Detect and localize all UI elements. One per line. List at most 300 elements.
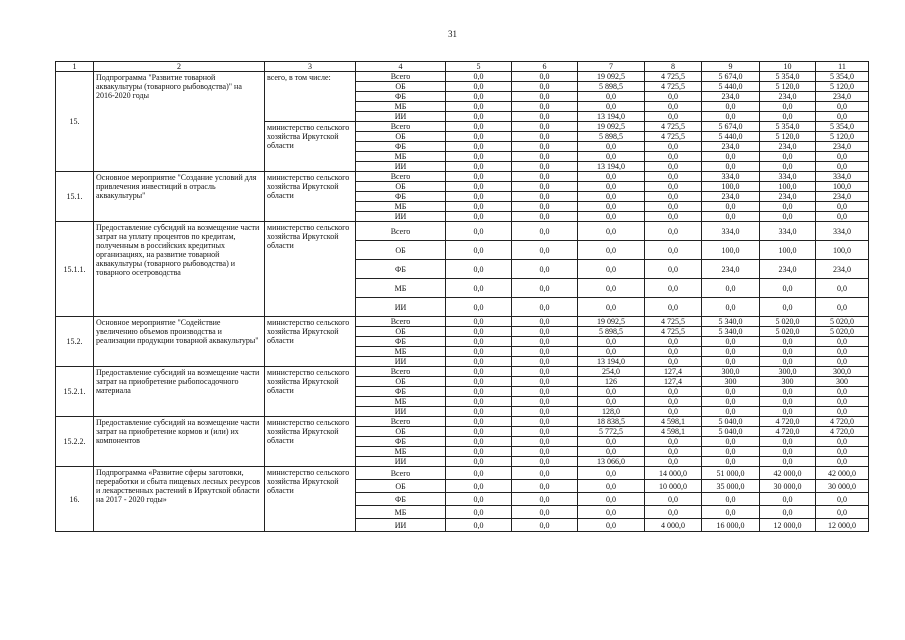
- column-number-11: 11: [816, 62, 869, 72]
- amount-cell: 0,0: [578, 279, 645, 298]
- row-number: 15.: [56, 72, 94, 172]
- amount-cell: 0,0: [512, 417, 578, 427]
- amount-cell: 234,0: [702, 260, 760, 279]
- amount-cell: 4 725,5: [645, 122, 702, 132]
- budget-table: [55, 61, 869, 532]
- amount-cell: 5 674,0: [702, 122, 760, 132]
- amount-cell: 0,0: [816, 397, 869, 407]
- amount-cell: 5 772,5: [578, 427, 645, 437]
- table-row: [56, 467, 869, 480]
- amount-cell: 0,0: [512, 260, 578, 279]
- amount-cell: 0,0: [578, 241, 645, 260]
- amount-cell: 0,0: [816, 298, 869, 317]
- column-number-4: 4: [356, 62, 446, 72]
- row-title: Подпрограмма «Развитие сферы заготовки, переработки и сбыта пищевых лесных ресурсов и лекарственных растений в Иркутской области на 2017 - 2020 годы»: [94, 467, 265, 532]
- amount-cell: 0,0: [512, 192, 578, 202]
- amount-cell: 334,0: [816, 222, 869, 241]
- amount-cell: 0,0: [645, 397, 702, 407]
- amount-cell: 0,0: [760, 397, 816, 407]
- executor-label: министерство сельского хозяйства Иркутской области: [265, 172, 356, 222]
- amount-cell: 0,0: [645, 182, 702, 192]
- amount-cell: 0,0: [645, 172, 702, 182]
- amount-cell: 100,0: [816, 182, 869, 192]
- amount-cell: 4 720,0: [816, 417, 869, 427]
- amount-cell: 0,0: [816, 162, 869, 172]
- amount-cell: 100,0: [702, 182, 760, 192]
- amount-cell: 0,0: [446, 347, 512, 357]
- amount-cell: 0,0: [702, 447, 760, 457]
- amount-cell: 0,0: [578, 192, 645, 202]
- amount-cell: 13 194,0: [578, 112, 645, 122]
- amount-cell: 0,0: [512, 327, 578, 337]
- amount-cell: 0,0: [578, 142, 645, 152]
- funding-source: ИИ: [356, 357, 446, 367]
- row-number: 15.2.2.: [56, 417, 94, 467]
- row-title: Предоставление субсидий на возмещение части затрат на уплату процентов по кредитам, полученным в российских кредитных организациях, на развитие товарной аквакультуры (товарного рыбоводства) и товарного осетроводства: [94, 222, 265, 317]
- amount-cell: 0,0: [816, 387, 869, 397]
- row-title: Предоставление субсидий на возмещение части затрат на приобретение рыбопосадочного материала: [94, 367, 265, 417]
- amount-cell: 12 000,0: [816, 519, 869, 532]
- amount-cell: 0,0: [512, 212, 578, 222]
- amount-cell: 128,0: [578, 407, 645, 417]
- amount-cell: 234,0: [816, 92, 869, 102]
- amount-cell: 0,0: [446, 437, 512, 447]
- amount-cell: 5 440,0: [702, 82, 760, 92]
- column-number-8: 8: [645, 62, 702, 72]
- amount-cell: 0,0: [816, 212, 869, 222]
- amount-cell: 0,0: [702, 162, 760, 172]
- amount-cell: 0,0: [446, 279, 512, 298]
- amount-cell: 0,0: [578, 467, 645, 480]
- amount-cell: 0,0: [578, 152, 645, 162]
- funding-source: МБ: [356, 506, 446, 519]
- executor-label: министерство сельского хозяйства Иркутской области: [265, 222, 356, 317]
- table-row: [56, 72, 869, 82]
- amount-cell: 0,0: [645, 241, 702, 260]
- amount-cell: 0,0: [446, 447, 512, 457]
- funding-source: Всего: [356, 467, 446, 480]
- executor-label: министерство сельского хозяйства Иркутской области: [265, 417, 356, 467]
- funding-source: ОБ: [356, 427, 446, 437]
- amount-cell: 334,0: [702, 222, 760, 241]
- amount-cell: 334,0: [816, 172, 869, 182]
- amount-cell: 0,0: [578, 222, 645, 241]
- amount-cell: 0,0: [512, 142, 578, 152]
- amount-cell: 0,0: [760, 387, 816, 397]
- funding-source: Всего: [356, 222, 446, 241]
- amount-cell: 0,0: [446, 142, 512, 152]
- executor-label: министерство сельского хозяйства Иркутской области: [265, 317, 356, 367]
- amount-cell: 0,0: [446, 493, 512, 506]
- amount-cell: 5 354,0: [816, 72, 869, 82]
- amount-cell: 0,0: [702, 202, 760, 212]
- amount-cell: 0,0: [578, 519, 645, 532]
- funding-source: Всего: [356, 417, 446, 427]
- column-number-7: 7: [578, 62, 645, 72]
- amount-cell: 0,0: [512, 222, 578, 241]
- amount-cell: 0,0: [760, 298, 816, 317]
- amount-cell: 234,0: [760, 92, 816, 102]
- amount-cell: 0,0: [578, 298, 645, 317]
- amount-cell: 234,0: [702, 92, 760, 102]
- amount-cell: 0,0: [512, 347, 578, 357]
- amount-cell: 5 120,0: [816, 132, 869, 142]
- funding-source: ИИ: [356, 519, 446, 532]
- amount-cell: 0,0: [512, 480, 578, 493]
- amount-cell: 5 354,0: [760, 122, 816, 132]
- page-number: 31: [448, 29, 457, 39]
- funding-source: ФБ: [356, 260, 446, 279]
- amount-cell: 300,0: [816, 367, 869, 377]
- column-number-6: 6: [512, 62, 578, 72]
- amount-cell: 0,0: [816, 457, 869, 467]
- amount-cell: 5 040,0: [702, 417, 760, 427]
- funding-source: МБ: [356, 447, 446, 457]
- amount-cell: 0,0: [446, 519, 512, 532]
- amount-cell: 0,0: [702, 457, 760, 467]
- amount-cell: 0,0: [760, 506, 816, 519]
- amount-cell: 0,0: [760, 102, 816, 112]
- row-number: 16.: [56, 467, 94, 532]
- amount-cell: 5 040,0: [702, 427, 760, 437]
- amount-cell: 0,0: [578, 212, 645, 222]
- amount-cell: 13 066,0: [578, 457, 645, 467]
- executor-label: министерство сельского хозяйства Иркутской области: [265, 467, 356, 532]
- amount-cell: 5 020,0: [760, 327, 816, 337]
- amount-cell: 0,0: [760, 212, 816, 222]
- amount-cell: 0,0: [702, 387, 760, 397]
- amount-cell: 0,0: [645, 92, 702, 102]
- amount-cell: 0,0: [816, 152, 869, 162]
- amount-cell: 35 000,0: [702, 480, 760, 493]
- amount-cell: 0,0: [446, 182, 512, 192]
- funding-source: ИИ: [356, 407, 446, 417]
- column-number-5: 5: [446, 62, 512, 72]
- amount-cell: 0,0: [645, 102, 702, 112]
- amount-cell: 12 000,0: [760, 519, 816, 532]
- amount-cell: 0,0: [512, 387, 578, 397]
- amount-cell: 234,0: [760, 142, 816, 152]
- amount-cell: 0,0: [645, 447, 702, 457]
- amount-cell: 0,0: [645, 407, 702, 417]
- amount-cell: 234,0: [760, 260, 816, 279]
- amount-cell: 0,0: [446, 367, 512, 377]
- amount-cell: 4 598,1: [645, 417, 702, 427]
- amount-cell: 234,0: [816, 192, 869, 202]
- amount-cell: 0,0: [578, 506, 645, 519]
- amount-cell: 0,0: [446, 298, 512, 317]
- amount-cell: 0,0: [578, 493, 645, 506]
- funding-source: ОБ: [356, 132, 446, 142]
- amount-cell: 42 000,0: [816, 467, 869, 480]
- amount-cell: 0,0: [512, 493, 578, 506]
- amount-cell: 100,0: [760, 182, 816, 192]
- amount-cell: 0,0: [816, 407, 869, 417]
- amount-cell: 0,0: [702, 279, 760, 298]
- amount-cell: 0,0: [645, 357, 702, 367]
- amount-cell: 300: [702, 377, 760, 387]
- amount-cell: 0,0: [446, 387, 512, 397]
- amount-cell: 0,0: [512, 467, 578, 480]
- amount-cell: 0,0: [816, 437, 869, 447]
- amount-cell: 30 000,0: [816, 480, 869, 493]
- amount-cell: 0,0: [578, 92, 645, 102]
- amount-cell: 0,0: [446, 202, 512, 212]
- funding-source: ФБ: [356, 92, 446, 102]
- amount-cell: 0,0: [512, 172, 578, 182]
- amount-cell: 0,0: [446, 480, 512, 493]
- amount-cell: 0,0: [512, 202, 578, 212]
- column-number-1: 1: [56, 62, 94, 72]
- amount-cell: 0,0: [816, 279, 869, 298]
- row-title: Основное мероприятие "Содействие увеличению объемов производства и реализации продукции товарной аквакультуры": [94, 317, 265, 367]
- amount-cell: 0,0: [512, 377, 578, 387]
- amount-cell: 5 674,0: [702, 72, 760, 82]
- column-number-3: 3: [265, 62, 356, 72]
- amount-cell: 0,0: [446, 327, 512, 337]
- amount-cell: 30 000,0: [760, 480, 816, 493]
- funding-source: ОБ: [356, 182, 446, 192]
- amount-cell: 0,0: [702, 407, 760, 417]
- funding-source: ИИ: [356, 112, 446, 122]
- executor-label: всего, в том числе:: [265, 72, 356, 122]
- amount-cell: 5 340,0: [702, 327, 760, 337]
- amount-cell: 5 898,5: [578, 327, 645, 337]
- amount-cell: 0,0: [512, 82, 578, 92]
- amount-cell: 0,0: [760, 202, 816, 212]
- amount-cell: 0,0: [512, 457, 578, 467]
- funding-source: ИИ: [356, 298, 446, 317]
- amount-cell: 5 354,0: [760, 72, 816, 82]
- amount-cell: 0,0: [702, 152, 760, 162]
- funding-source: ОБ: [356, 82, 446, 92]
- amount-cell: 0,0: [512, 437, 578, 447]
- amount-cell: 42 000,0: [760, 467, 816, 480]
- amount-cell: 334,0: [760, 222, 816, 241]
- amount-cell: 0,0: [760, 493, 816, 506]
- funding-source: ИИ: [356, 212, 446, 222]
- amount-cell: 300: [816, 377, 869, 387]
- amount-cell: 0,0: [446, 102, 512, 112]
- amount-cell: 0,0: [446, 132, 512, 142]
- amount-cell: 0,0: [512, 519, 578, 532]
- amount-cell: 0,0: [446, 152, 512, 162]
- amount-cell: 126: [578, 377, 645, 387]
- amount-cell: 16 000,0: [702, 519, 760, 532]
- amount-cell: 0,0: [446, 357, 512, 367]
- table-row: [56, 417, 869, 427]
- amount-cell: 100,0: [816, 241, 869, 260]
- funding-source: Всего: [356, 122, 446, 132]
- amount-cell: 0,0: [512, 122, 578, 132]
- amount-cell: 4 598,1: [645, 427, 702, 437]
- row-number: 15.2.1.: [56, 367, 94, 417]
- amount-cell: 0,0: [512, 162, 578, 172]
- funding-source: ОБ: [356, 480, 446, 493]
- amount-cell: 234,0: [816, 142, 869, 152]
- amount-cell: 5 898,5: [578, 82, 645, 92]
- amount-cell: 5 120,0: [816, 82, 869, 92]
- amount-cell: 0,0: [512, 337, 578, 347]
- column-number-2: 2: [94, 62, 265, 72]
- amount-cell: 0,0: [645, 152, 702, 162]
- amount-cell: 0,0: [760, 347, 816, 357]
- amount-cell: 0,0: [512, 92, 578, 102]
- amount-cell: 0,0: [446, 192, 512, 202]
- amount-cell: 0,0: [645, 506, 702, 519]
- amount-cell: 0,0: [512, 112, 578, 122]
- row-title: Предоставление субсидий на возмещение части затрат на приобретение кормов и (или) их компонентов: [94, 417, 265, 467]
- amount-cell: 4 725,5: [645, 82, 702, 92]
- amount-cell: 0,0: [446, 82, 512, 92]
- amount-cell: 0,0: [645, 437, 702, 447]
- amount-cell: 0,0: [578, 260, 645, 279]
- amount-cell: 0,0: [816, 447, 869, 457]
- amount-cell: 0,0: [578, 480, 645, 493]
- amount-cell: 0,0: [512, 298, 578, 317]
- funding-source: ИИ: [356, 457, 446, 467]
- funding-source: ФБ: [356, 493, 446, 506]
- funding-source: ОБ: [356, 327, 446, 337]
- amount-cell: 4 000,0: [645, 519, 702, 532]
- amount-cell: 0,0: [446, 122, 512, 132]
- amount-cell: 0,0: [645, 260, 702, 279]
- row-number: 15.1.1.: [56, 222, 94, 317]
- amount-cell: 4 725,5: [645, 132, 702, 142]
- amount-cell: 0,0: [816, 202, 869, 212]
- amount-cell: 0,0: [446, 377, 512, 387]
- amount-cell: 0,0: [645, 387, 702, 397]
- funding-source: ФБ: [356, 387, 446, 397]
- amount-cell: 0,0: [446, 317, 512, 327]
- amount-cell: 0,0: [446, 260, 512, 279]
- amount-cell: 5 340,0: [702, 317, 760, 327]
- amount-cell: 234,0: [760, 192, 816, 202]
- amount-cell: 19 092,5: [578, 72, 645, 82]
- amount-cell: 0,0: [446, 212, 512, 222]
- amount-cell: 0,0: [645, 142, 702, 152]
- column-number-10: 10: [760, 62, 816, 72]
- amount-cell: 0,0: [760, 337, 816, 347]
- amount-cell: 234,0: [702, 192, 760, 202]
- amount-cell: 0,0: [645, 279, 702, 298]
- amount-cell: 0,0: [645, 493, 702, 506]
- amount-cell: 0,0: [645, 298, 702, 317]
- amount-cell: 0,0: [512, 132, 578, 142]
- amount-cell: 0,0: [816, 337, 869, 347]
- amount-cell: 0,0: [512, 427, 578, 437]
- amount-cell: 0,0: [645, 222, 702, 241]
- amount-cell: 0,0: [645, 212, 702, 222]
- amount-cell: 0,0: [702, 493, 760, 506]
- amount-cell: 0,0: [702, 437, 760, 447]
- amount-cell: 0,0: [760, 437, 816, 447]
- amount-cell: 4 720,0: [760, 427, 816, 437]
- amount-cell: 0,0: [816, 506, 869, 519]
- amount-cell: 5 120,0: [760, 132, 816, 142]
- amount-cell: 0,0: [645, 112, 702, 122]
- amount-cell: 0,0: [760, 357, 816, 367]
- amount-cell: 0,0: [702, 337, 760, 347]
- amount-cell: 0,0: [512, 72, 578, 82]
- amount-cell: 0,0: [702, 347, 760, 357]
- amount-cell: 0,0: [446, 172, 512, 182]
- funding-source: ИИ: [356, 162, 446, 172]
- amount-cell: 0,0: [702, 397, 760, 407]
- amount-cell: 0,0: [512, 357, 578, 367]
- amount-cell: 0,0: [512, 506, 578, 519]
- row-number: 15.2.: [56, 317, 94, 367]
- amount-cell: 0,0: [816, 493, 869, 506]
- amount-cell: 0,0: [578, 202, 645, 212]
- amount-cell: 0,0: [645, 337, 702, 347]
- amount-cell: 0,0: [512, 317, 578, 327]
- amount-cell: 4 720,0: [760, 417, 816, 427]
- table-row: [56, 367, 869, 377]
- amount-cell: 14 000,0: [645, 467, 702, 480]
- amount-cell: 0,0: [512, 241, 578, 260]
- amount-cell: 13 194,0: [578, 357, 645, 367]
- funding-source: МБ: [356, 397, 446, 407]
- amount-cell: 13 194,0: [578, 162, 645, 172]
- amount-cell: 4 725,5: [645, 317, 702, 327]
- amount-cell: 0,0: [446, 467, 512, 480]
- amount-cell: 0,0: [816, 347, 869, 357]
- amount-cell: 0,0: [578, 387, 645, 397]
- amount-cell: 5 354,0: [816, 122, 869, 132]
- amount-cell: 0,0: [816, 357, 869, 367]
- amount-cell: 300,0: [702, 367, 760, 377]
- amount-cell: 0,0: [645, 192, 702, 202]
- amount-cell: 0,0: [760, 457, 816, 467]
- amount-cell: 0,0: [512, 279, 578, 298]
- amount-cell: 18 838,5: [578, 417, 645, 427]
- amount-cell: 0,0: [512, 152, 578, 162]
- amount-cell: 0,0: [512, 367, 578, 377]
- amount-cell: 0,0: [446, 337, 512, 347]
- funding-source: МБ: [356, 202, 446, 212]
- amount-cell: 0,0: [446, 506, 512, 519]
- amount-cell: 5 440,0: [702, 132, 760, 142]
- funding-source: МБ: [356, 347, 446, 357]
- amount-cell: 0,0: [578, 437, 645, 447]
- amount-cell: 4 725,5: [645, 72, 702, 82]
- amount-cell: 0,0: [578, 347, 645, 357]
- amount-cell: 51 000,0: [702, 467, 760, 480]
- amount-cell: 0,0: [446, 241, 512, 260]
- executor-label: министерство сельского хозяйства Иркутской области: [265, 367, 356, 417]
- amount-cell: 234,0: [702, 142, 760, 152]
- amount-cell: 0,0: [446, 222, 512, 241]
- amount-cell: 0,0: [645, 162, 702, 172]
- amount-cell: 0,0: [702, 102, 760, 112]
- amount-cell: 100,0: [702, 241, 760, 260]
- amount-cell: 100,0: [760, 241, 816, 260]
- funding-source: ФБ: [356, 142, 446, 152]
- amount-cell: 0,0: [578, 337, 645, 347]
- row-title: Основное мероприятие "Создание условий для привлечения инвестиций в отрасль аквакультуры": [94, 172, 265, 222]
- amount-cell: 300: [760, 377, 816, 387]
- amount-cell: 0,0: [645, 347, 702, 357]
- amount-cell: 5 120,0: [760, 82, 816, 92]
- amount-cell: 0,0: [760, 162, 816, 172]
- amount-cell: 300,0: [760, 367, 816, 377]
- amount-cell: 0,0: [816, 112, 869, 122]
- amount-cell: 0,0: [816, 102, 869, 112]
- funding-source: МБ: [356, 152, 446, 162]
- amount-cell: 0,0: [578, 172, 645, 182]
- amount-cell: 0,0: [760, 279, 816, 298]
